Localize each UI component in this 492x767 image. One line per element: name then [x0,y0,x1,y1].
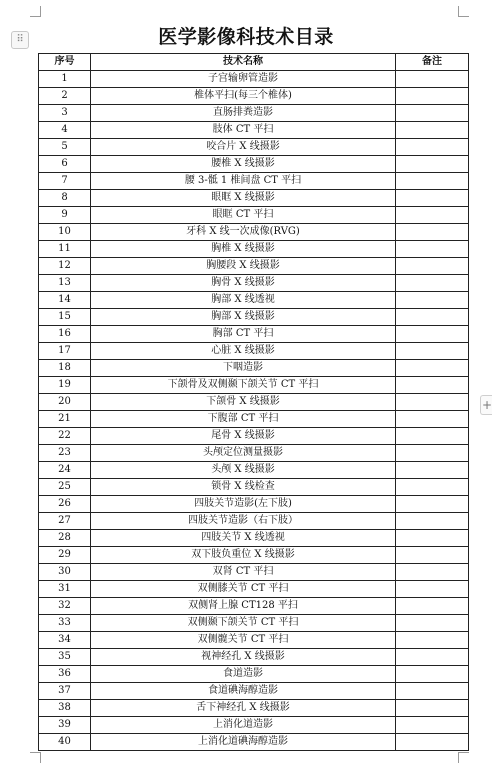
table-row [39,360,469,377]
cell-technology-name[interactable]: 下颌骨及双侧颞下颌关节 CT 平扫 [91,377,396,394]
cell-technology-name[interactable]: 腰 3-骶 1 椎间盘 CT 平扫 [91,173,396,190]
cell-serial[interactable]: 17 [39,343,91,360]
cell-technology-name[interactable]: 舌下神经孔 X 线摄影 [91,700,396,717]
cell-serial[interactable]: 25 [39,479,91,496]
table-row [39,156,469,173]
cell-serial[interactable]: 26 [39,496,91,513]
cell-technology-name[interactable]: 眼眶 X 线摄影 [91,190,396,207]
cell-technology-name[interactable]: 椎体平扫(每三个椎体) [91,88,396,105]
cell-technology-name[interactable]: 双侧膝关节 CT 平扫 [91,581,396,598]
cell-technology-name[interactable]: 双下肢负重位 X 线摄影 [91,547,396,564]
cell-serial[interactable]: 39 [39,717,91,734]
cell-remarks[interactable] [396,343,469,360]
cell-remarks[interactable] [396,581,469,598]
cell-remarks[interactable] [396,479,469,496]
cell-technology-name[interactable]: 胸椎 X 线摄影 [91,241,396,258]
cell-technology-name[interactable]: 双肾 CT 平扫 [91,564,396,581]
cell-technology-name[interactable]: 牙科 X 线一次成像(RVG) [91,224,396,241]
cell-remarks[interactable] [396,224,469,241]
cell-technology-name[interactable]: 头颅定位测量摄影 [91,445,396,462]
cell-serial[interactable]: 12 [39,258,91,275]
table-row [39,343,469,360]
cell-remarks[interactable] [396,88,469,105]
table-header-row [39,54,469,71]
cell-remarks[interactable] [396,683,469,700]
cell-serial[interactable]: 5 [39,139,91,156]
cell-remarks[interactable] [396,734,469,751]
table-row [39,530,469,547]
table-row [39,445,469,462]
cell-serial[interactable]: 4 [39,122,91,139]
cell-serial[interactable]: 28 [39,530,91,547]
cell-remarks[interactable] [396,513,469,530]
cell-technology-name[interactable]: 视神经孔 X 线摄影 [91,649,396,666]
cell-remarks[interactable] [396,241,469,258]
cell-remarks[interactable] [396,632,469,649]
column-header-remarks: 备注 [396,54,469,71]
cell-serial[interactable]: 30 [39,564,91,581]
cell-serial[interactable]: 27 [39,513,91,530]
table-row [39,309,469,326]
column-header-serial: 序号 [39,54,91,71]
cell-remarks[interactable] [396,598,469,615]
cell-remarks[interactable] [396,360,469,377]
cell-technology-name[interactable]: 咬合片 X 线摄影 [91,139,396,156]
cell-remarks[interactable] [396,615,469,632]
table-row [39,326,469,343]
table-row [39,207,469,224]
cell-remarks[interactable] [396,649,469,666]
cell-technology-name[interactable]: 胸部 X 线摄影 [91,309,396,326]
cell-serial[interactable]: 32 [39,598,91,615]
table-row [39,479,469,496]
table-row [39,139,469,156]
table-row [39,598,469,615]
cell-technology-name[interactable]: 胸骨 X 线摄影 [91,275,396,292]
cell-serial[interactable]: 34 [39,632,91,649]
cell-serial[interactable]: 11 [39,241,91,258]
table-row [39,428,469,445]
table-row [39,666,469,683]
cell-technology-name[interactable]: 锁骨 X 线检查 [91,479,396,496]
cell-technology-name[interactable]: 眼眶 CT 平扫 [91,207,396,224]
table-row [39,258,469,275]
cell-serial[interactable]: 33 [39,615,91,632]
margin-corner-mark [458,6,469,17]
cell-remarks[interactable] [396,105,469,122]
table-row [39,241,469,258]
cell-technology-name[interactable]: 双侧肾上腺 CT128 平扫 [91,598,396,615]
cell-technology-name[interactable]: 双侧髋关节 CT 平扫 [91,632,396,649]
table-row [39,581,469,598]
table-row [39,683,469,700]
table-row [39,496,469,513]
cell-serial[interactable]: 35 [39,649,91,666]
cell-technology-name[interactable]: 双侧颞下颌关节 CT 平扫 [91,615,396,632]
cell-technology-name[interactable]: 子宫输卵管造影 [91,71,396,88]
cell-remarks[interactable] [396,258,469,275]
cell-technology-name[interactable]: 上消化道碘海醇造影 [91,734,396,751]
table-row [39,190,469,207]
add-column-button[interactable]: + [480,395,492,415]
cell-technology-name[interactable]: 四肢关节造影(左下肢) [91,496,396,513]
cell-technology-name[interactable]: 胸腰段 X 线摄影 [91,258,396,275]
table-row [39,173,469,190]
cell-technology-name[interactable]: 胸部 CT 平扫 [91,326,396,343]
cell-remarks[interactable] [396,207,469,224]
cell-remarks[interactable] [396,666,469,683]
cell-serial[interactable]: 23 [39,445,91,462]
cell-technology-name[interactable]: 四肢关节 X 线透视 [91,530,396,547]
cell-serial[interactable]: 13 [39,275,91,292]
cell-technology-name[interactable]: 头颅 X 线摄影 [91,462,396,479]
cell-remarks[interactable] [396,71,469,88]
cell-remarks[interactable] [396,394,469,411]
cell-remarks[interactable] [396,428,469,445]
table-row [39,649,469,666]
table-row [39,411,469,428]
table-row [39,394,469,411]
margin-corner-mark [30,6,41,17]
cell-serial[interactable]: 14 [39,292,91,309]
cell-serial[interactable]: 18 [39,360,91,377]
cell-serial[interactable]: 6 [39,156,91,173]
cell-serial[interactable]: 8 [39,190,91,207]
margin-corner-mark [458,752,469,763]
cell-remarks[interactable] [396,292,469,309]
technology-catalog-table [38,53,469,751]
table-body [39,71,469,751]
cell-technology-name[interactable]: 直肠排粪造影 [91,105,396,122]
table-row [39,292,469,309]
cell-technology-name[interactable]: 食道碘海醇造影 [91,683,396,700]
cell-serial[interactable]: 16 [39,326,91,343]
cell-remarks[interactable] [396,275,469,292]
table-row [39,377,469,394]
table-row [39,122,469,139]
cell-remarks[interactable] [396,700,469,717]
cell-technology-name[interactable]: 尾骨 X 线摄影 [91,428,396,445]
cell-serial[interactable]: 9 [39,207,91,224]
cell-serial[interactable]: 24 [39,462,91,479]
table-row [39,547,469,564]
cell-technology-name[interactable]: 心脏 X 线摄影 [91,343,396,360]
cell-remarks[interactable] [396,717,469,734]
table-row [39,632,469,649]
cell-remarks[interactable] [396,530,469,547]
cell-serial[interactable]: 38 [39,700,91,717]
table-row [39,462,469,479]
cell-serial[interactable]: 3 [39,105,91,122]
cell-serial[interactable]: 2 [39,88,91,105]
table-row [39,105,469,122]
cell-technology-name[interactable]: 食道造影 [91,666,396,683]
cell-remarks[interactable] [396,547,469,564]
cell-remarks[interactable] [396,445,469,462]
table-row [39,224,469,241]
cell-serial[interactable]: 29 [39,547,91,564]
cell-remarks[interactable] [396,139,469,156]
cell-remarks[interactable] [396,156,469,173]
table-drag-handle-icon[interactable]: ⠿ [11,31,29,49]
cell-serial[interactable]: 15 [39,309,91,326]
cell-serial[interactable]: 37 [39,683,91,700]
cell-serial[interactable]: 40 [39,734,91,751]
cell-serial[interactable]: 1 [39,71,91,88]
cell-remarks[interactable] [396,122,469,139]
cell-serial[interactable]: 31 [39,581,91,598]
column-header-technology-name: 技术名称 [91,54,396,71]
table-row [39,734,469,751]
cell-remarks[interactable] [396,190,469,207]
table-row [39,615,469,632]
cell-serial[interactable]: 10 [39,224,91,241]
cell-remarks[interactable] [396,326,469,343]
cell-remarks[interactable] [396,173,469,190]
table-row [39,717,469,734]
cell-serial[interactable]: 20 [39,394,91,411]
cell-remarks[interactable] [396,462,469,479]
table-row [39,275,469,292]
cell-technology-name[interactable]: 四肢关节造影（右下肢） [91,513,396,530]
cell-serial[interactable]: 36 [39,666,91,683]
margin-corner-mark [30,752,41,763]
cell-serial[interactable]: 22 [39,428,91,445]
cell-remarks[interactable] [396,411,469,428]
table-row [39,71,469,88]
cell-technology-name[interactable]: 下腹部 CT 平扫 [91,411,396,428]
cell-remarks[interactable] [396,309,469,326]
cell-technology-name[interactable]: 上消化道造影 [91,717,396,734]
table-row [39,700,469,717]
cell-technology-name[interactable]: 腰椎 X 线摄影 [91,156,396,173]
cell-technology-name[interactable]: 下咽造影 [91,360,396,377]
cell-technology-name[interactable]: 下颌骨 X 线摄影 [91,394,396,411]
document-title: 医学影像科技术目录 [158,26,334,48]
table-row [39,88,469,105]
cell-serial[interactable]: 7 [39,173,91,190]
cell-remarks[interactable] [396,377,469,394]
cell-serial[interactable]: 19 [39,377,91,394]
table-row [39,513,469,530]
cell-remarks[interactable] [396,564,469,581]
cell-serial[interactable]: 21 [39,411,91,428]
cell-remarks[interactable] [396,496,469,513]
cell-technology-name[interactable]: 胸部 X 线透视 [91,292,396,309]
table-row [39,564,469,581]
cell-technology-name[interactable]: 肢体 CT 平扫 [91,122,396,139]
